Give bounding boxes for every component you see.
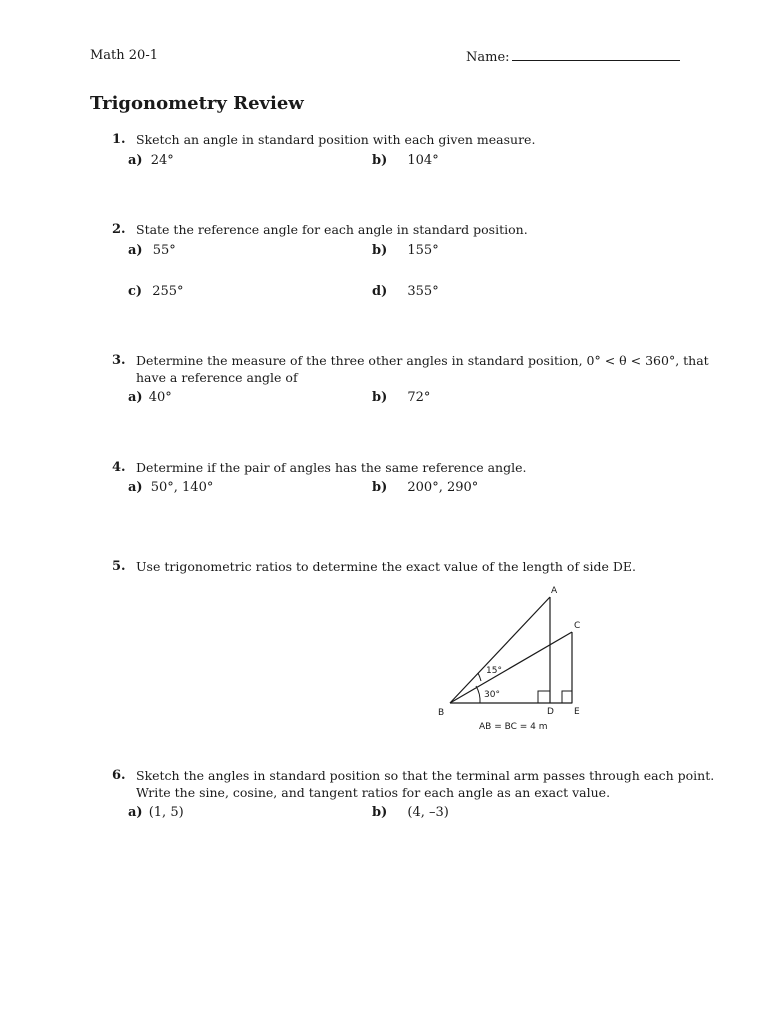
question-5-number: 5. [112,559,126,574]
part-value: 55° [152,243,176,258]
part-value: (1, 5) [148,805,184,820]
label-a: A [551,586,558,596]
question-1-part-b [372,153,439,168]
question-3-part-a [128,390,172,405]
label-e: E [574,707,580,717]
part-label: a) [128,243,143,258]
part-label: b) [372,390,388,405]
part-label: b) [372,243,388,258]
segment-bc [450,632,572,703]
diagram-caption: AB = BC = 4 m [479,722,548,732]
part-value: 24° [150,153,174,168]
part-label: b) [372,153,388,168]
angle-arc-15 [478,673,481,681]
part-value: 40° [148,390,172,405]
part-label: d) [372,284,388,299]
name-blank-line[interactable] [512,48,680,61]
part-label: c) [128,284,143,299]
label-angle-15: 15° [486,666,502,676]
right-angle-marker-e [562,691,572,703]
part-value: 155° [407,243,439,258]
question-6-text-line-2: Write the sine, cosine, and tangent ratios for each angle as an exact value. [136,785,611,800]
question-2-number: 2. [112,222,126,237]
question-3-number: 3. [112,353,126,368]
question-4-part-b [372,480,478,495]
question-4-part-a [128,480,213,495]
question-5-text: Use trigonometric ratios to determine the exact value of the length of side DE. [136,559,636,574]
name-field[interactable] [466,48,680,65]
question-3-part-b [372,390,430,405]
question-4-number: 4. [112,460,126,475]
part-value: 50°, 140° [150,480,214,495]
page-title: Trigonometry Review [90,93,304,114]
question-6-number: 6. [112,768,126,783]
part-value: 104° [407,153,439,168]
part-value: 355° [407,284,439,299]
question-6-text: Sketch the angles in standard position so that the terminal arm passes through each point. [136,768,715,783]
name-label: Name: [466,50,510,65]
part-label: a) [128,390,143,405]
question-1-part-a [128,153,174,168]
part-label: b) [372,480,388,495]
part-value: (4, –3) [407,805,449,820]
question-3-text: Determine the measure of the three other angles in standard position, 0° < θ < 360°, that [136,353,709,368]
question-3-text-line-2: have a reference angle of [136,370,298,385]
question-2-part-d [372,284,439,299]
part-label: a) [128,480,143,495]
right-angle-marker-d [538,691,550,703]
label-d: D [547,707,554,717]
question-6-part-a [128,805,184,820]
question-2-text: State the reference angle for each angle in standard position. [136,222,528,237]
question-4-text: Determine if the pair of angles has the same reference angle. [136,460,527,475]
question-6-part-b [372,805,449,820]
part-value: 255° [152,284,184,299]
segment-ba [450,597,550,703]
question-1-number: 1. [112,132,126,147]
part-label: a) [128,805,143,820]
part-value: 200°, 290° [407,480,479,495]
part-label: a) [128,153,143,168]
part-value: 72° [407,390,431,405]
question-2-part-c [128,284,184,299]
question-2-part-b [372,243,439,258]
part-label: b) [372,805,388,820]
angle-arc-30 [476,686,480,703]
label-b: B [438,708,445,718]
question-2-part-a [128,243,176,258]
question-1-text: Sketch an angle in standard position with each given measure. [136,132,536,147]
triangle-diagram [432,580,592,740]
course-code: Math 20-1 [90,48,158,63]
label-angle-30: 30° [484,690,500,700]
label-c: C [574,621,581,631]
